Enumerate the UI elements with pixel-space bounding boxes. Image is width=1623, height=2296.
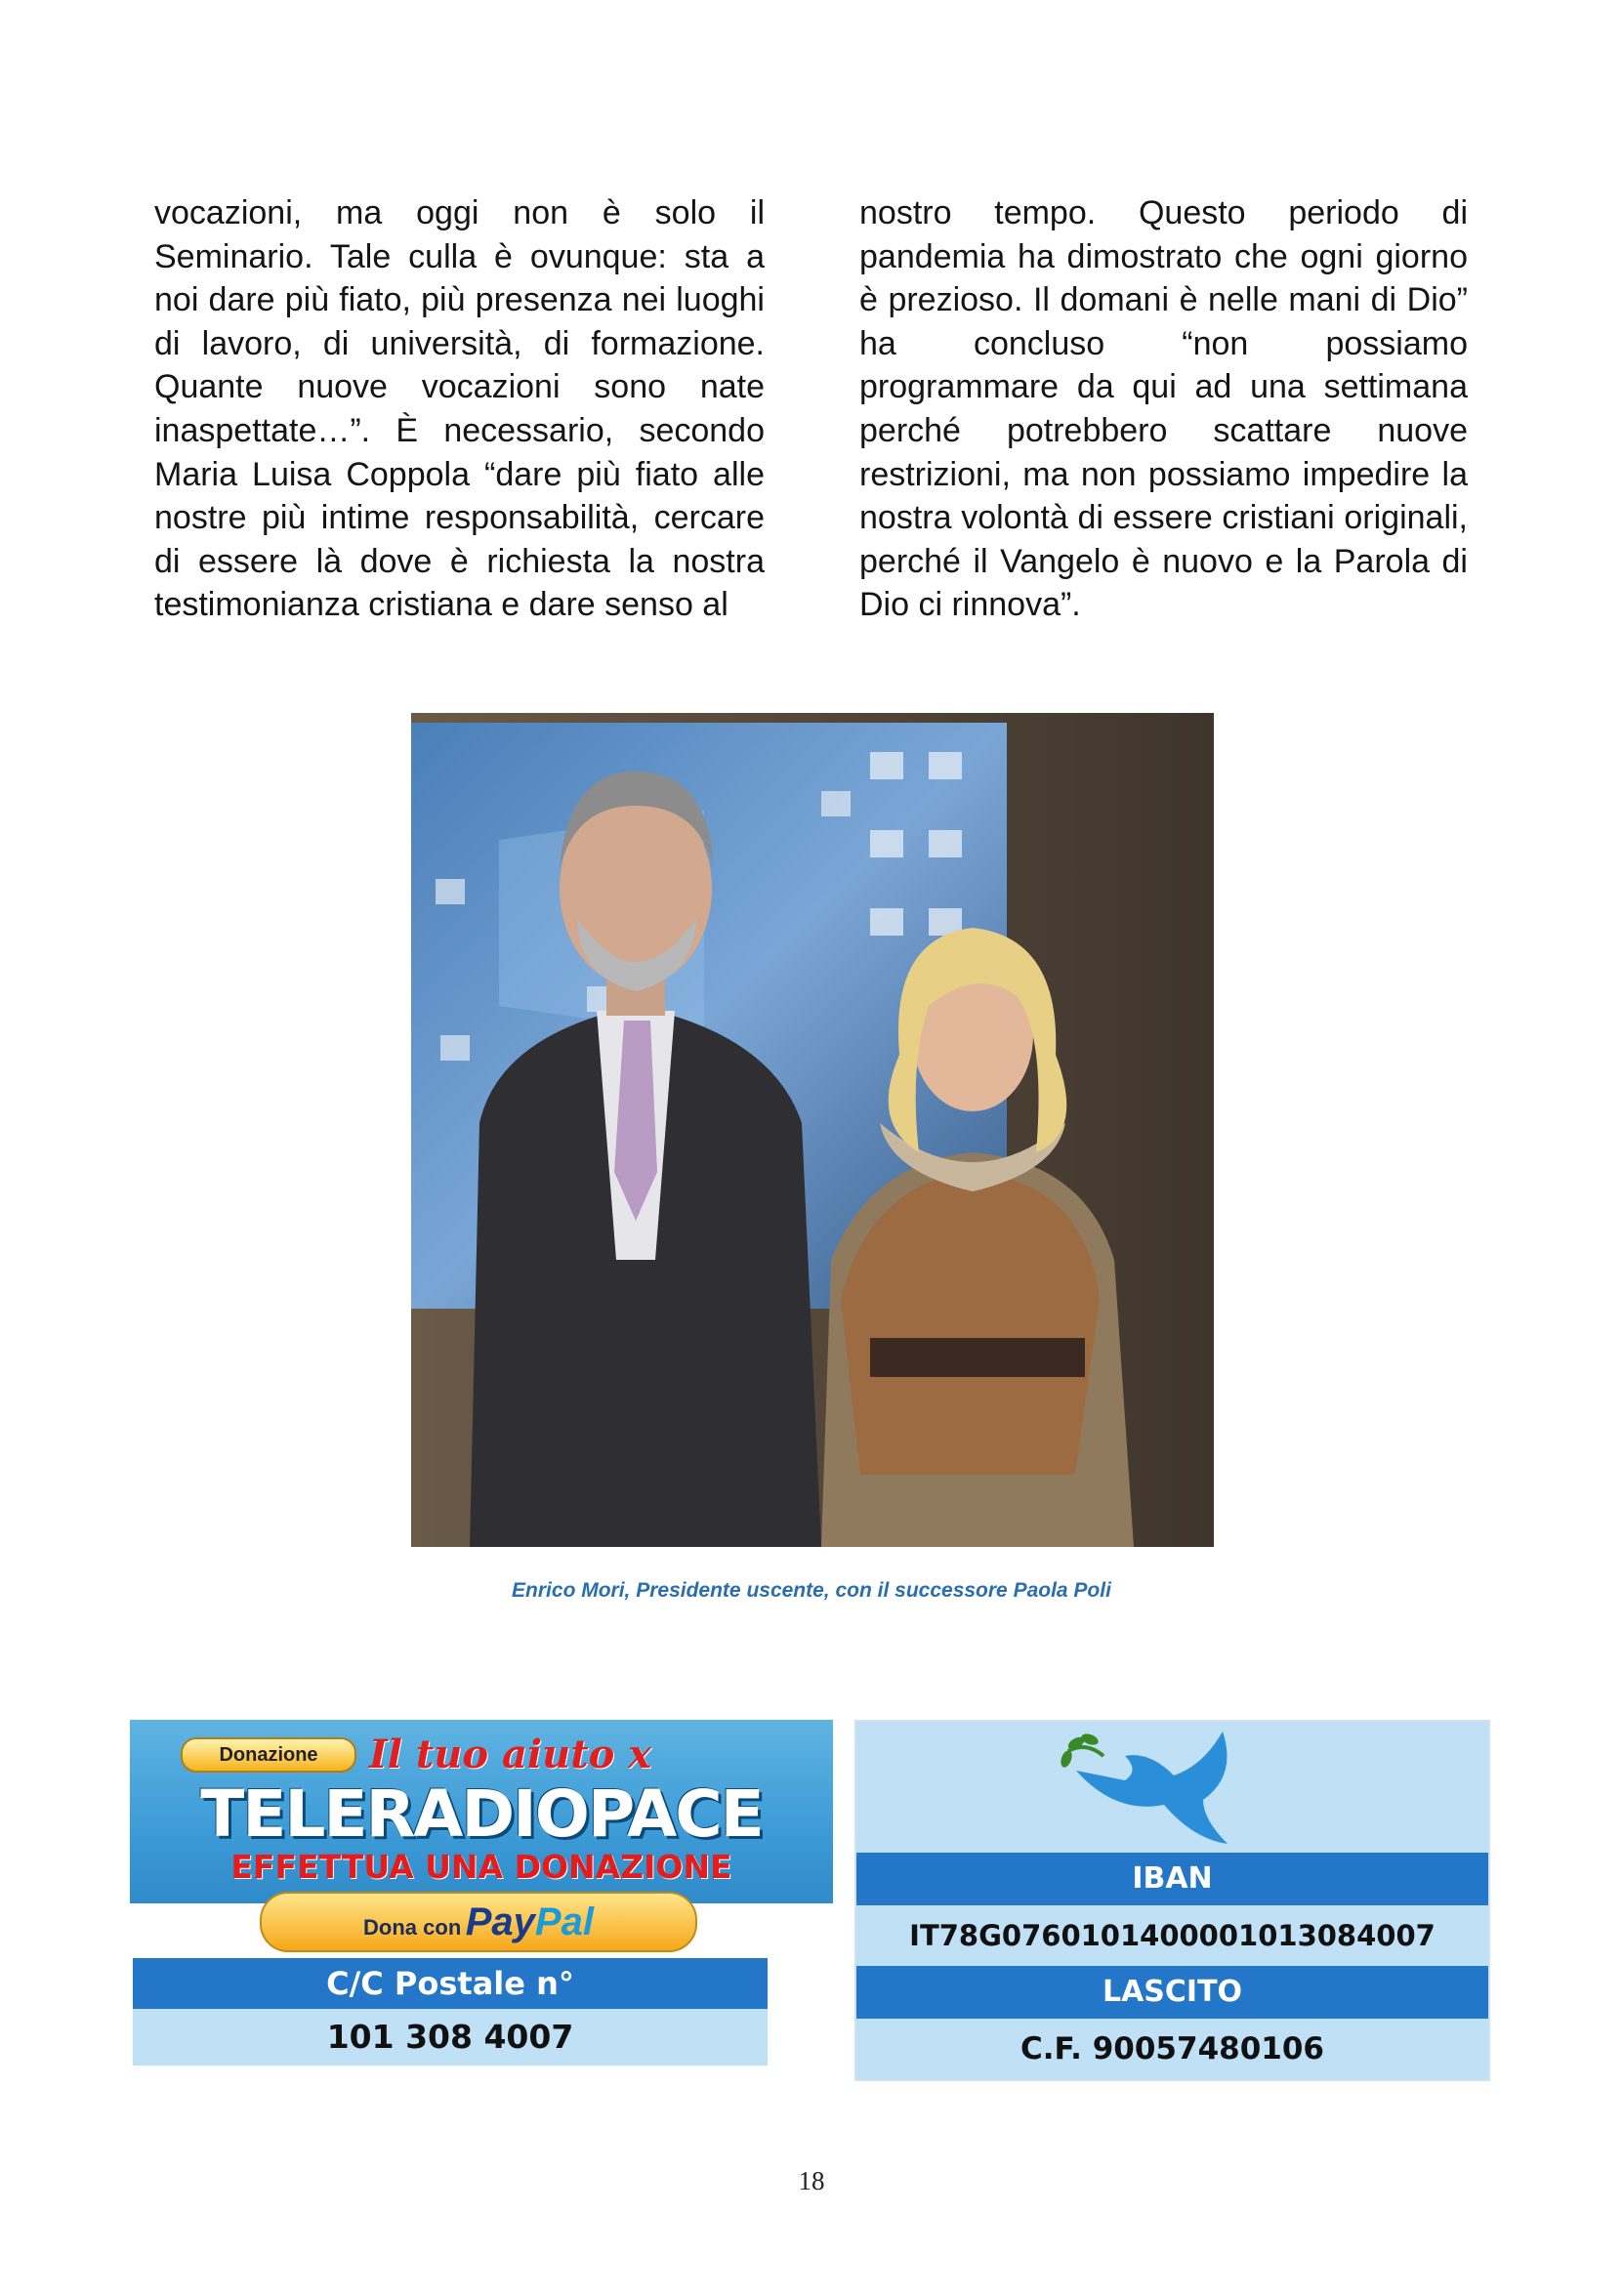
article-right-text: nostro tempo. Questo periodo di pandemia ha dimostrato che ogni giorno è prezioso. Il domani è nelle mani di Dio” ha concluso “non possiamo programmare da qui ad una settimana perché potrebbero scattare nuove restrizioni, ma non possiamo impedire la nostra volontà di essere cristiani originali, perché il Vangelo è nuovo e la Parola di Dio ci rinnova”. [859,194,1468,624]
dove-icon [1057,1722,1252,1849]
postal-account-label: C/C Postale n° [133,1958,768,2009]
paypal-brand-pay: Pay [465,1900,535,1943]
donation-banner[interactable] [130,1720,833,2059]
postal-account-number: 101 308 4007 [133,2009,768,2066]
event-photo [411,713,1214,1547]
article-left-text: vocazioni, ma oggi non è solo il Seminario. Tale culla è ovunque: sta a noi dare più fiato, più presenza nei luoghi di lavoro, di università, di formazione. Quante nuove vocazioni sono nate inaspettate…”. È necessario, secondo Maria Luisa Coppola “dare più fiato alle nostre più intime responsabilità, cercare di essere là dove è richiesta la nostra testimonianza cristiana e dare senso al [154,194,765,624]
bank-banner [854,1720,1490,2081]
fiscal-code: C.F. 90057480106 [856,2019,1488,2079]
paypal-prefix: Dona con [363,1915,462,1940]
iban-code: IT78G0760101400001013084007 [856,1905,1488,1966]
paypal-logo [466,1900,594,1943]
photo-caption: Enrico Mori, Presidente uscente, con il successore Paola Poli [512,1579,1111,1602]
iban-label: IBAN [856,1853,1488,1905]
event-photo-illustration [411,713,1214,1547]
article-left-column [154,191,765,627]
donation-banner-header [130,1720,833,1903]
page-number: 18 [798,2166,825,2195]
teleradiopace-title: TELERADIOPACE [200,1776,763,1852]
help-script-text: Il tuo aiuto x [369,1732,652,1777]
donazione-badge: Donazione [181,1737,356,1773]
donation-subtitle: EFFETTUA UNA DONAZIONE [230,1848,732,1886]
article-right-column [859,191,1468,627]
paypal-donate-button[interactable] [260,1892,697,1952]
lascito-label: LASCITO [856,1966,1488,2019]
paypal-brand-pal: Pal [534,1900,594,1943]
